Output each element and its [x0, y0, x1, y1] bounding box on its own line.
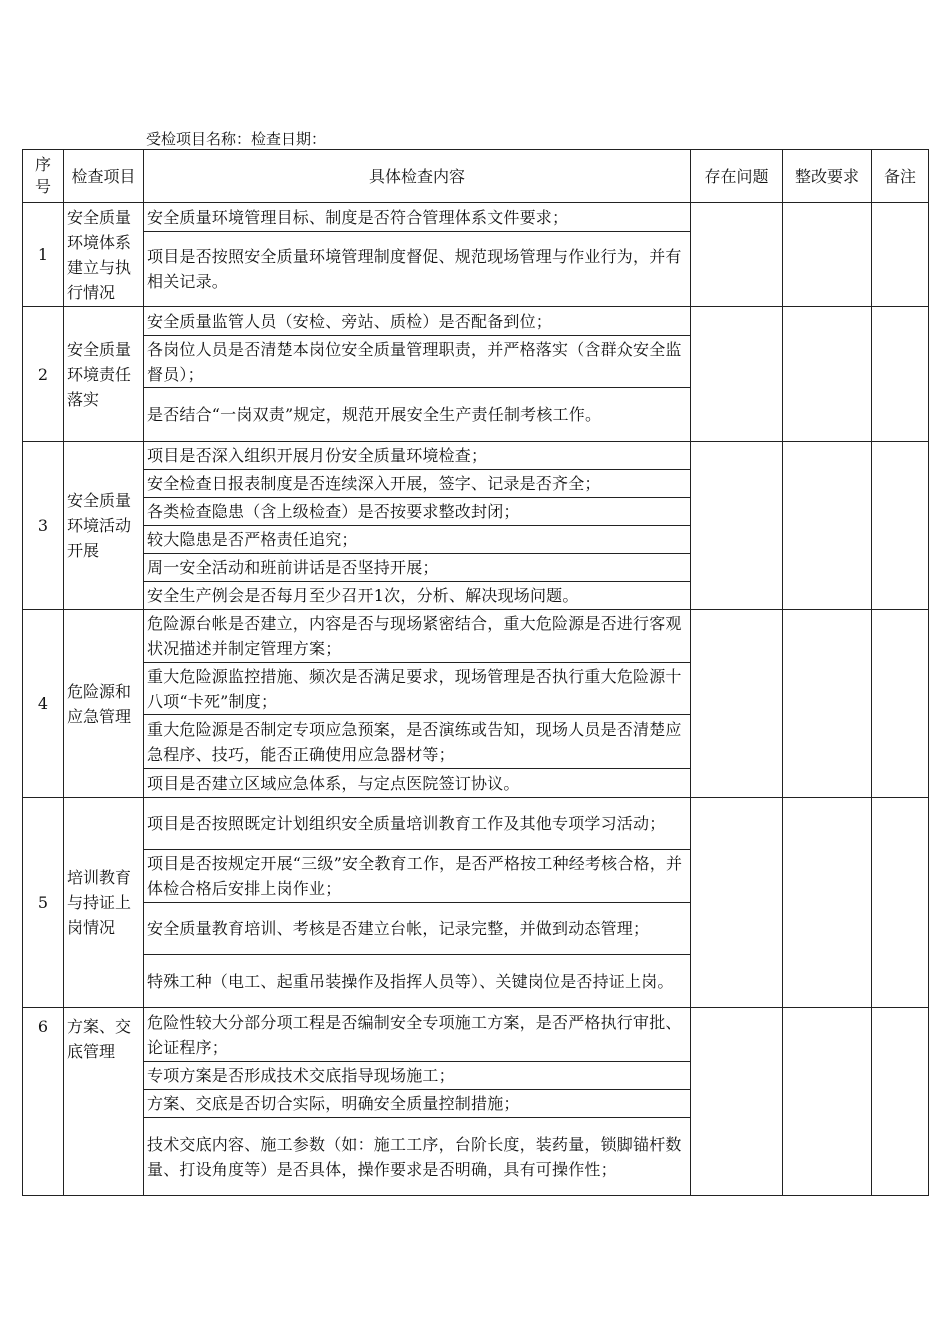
header-seq: 序 号 [23, 150, 64, 203]
form-caption: 受检项目名称：检查日期： [146, 130, 327, 148]
issues-cell[interactable] [691, 1008, 783, 1196]
table-row [23, 203, 929, 232]
inspection-table [22, 149, 929, 1196]
header-rectify: 整改要求 [783, 150, 872, 203]
rectify-cell[interactable] [783, 1008, 872, 1196]
section-item: 培训教育与持证上岗情况 [64, 798, 144, 1008]
header-issues: 存在问题 [691, 150, 783, 203]
issues-cell[interactable] [691, 442, 783, 610]
content-cell: 项目是否建立区域应急体系，与定点医院签订协议。 [144, 769, 691, 798]
content-cell: 项目是否按规定开展“三级”安全教育工作，是否严格按工种经考核合格，并体检合格后安排上岗作业； [144, 850, 691, 903]
content-cell: 危险性较大分部分项工程是否编制安全专项施工方案，是否严格执行审批、论证程序； [144, 1008, 691, 1062]
rectify-cell[interactable] [783, 798, 872, 1008]
header-remark: 备注 [872, 150, 929, 203]
table-row [23, 307, 929, 336]
content-cell: 方案、交底是否切合实际，明确安全质量控制措施； [144, 1090, 691, 1118]
rectify-cell[interactable] [783, 442, 872, 610]
section-seq: 5 [23, 798, 64, 1008]
rectify-cell[interactable] [783, 203, 872, 307]
content-cell: 安全质量监管人员（安检、旁站、质检）是否配备到位； [144, 307, 691, 336]
issues-cell[interactable] [691, 798, 783, 1008]
content-cell: 专项方案是否形成技术交底指导现场施工； [144, 1062, 691, 1090]
content-cell: 特殊工种（电工、起重吊装操作及指挥人员等）、关键岗位是否持证上岗。 [144, 955, 691, 1008]
content-cell: 项目是否按照既定计划组织安全质量培训教育工作及其他专项学习活动； [144, 798, 691, 850]
section-item: 安全质量环境体系建立与执行情况 [64, 203, 144, 307]
section-item: 安全质量环境活动开展 [64, 442, 144, 610]
issues-cell[interactable] [691, 610, 783, 798]
section-seq: 2 [23, 307, 64, 442]
section-seq: 1 [23, 203, 64, 307]
content-cell: 安全质量环境管理目标、制度是否符合管理体系文件要求； [144, 203, 691, 232]
content-cell: 安全质量教育培训、考核是否建立台帐，记录完整，并做到动态管理； [144, 903, 691, 955]
section-seq: 3 [23, 442, 64, 610]
content-cell: 技术交底内容、施工参数（如：施工工序，台阶长度，装药量，锁脚锚杆数量、打设角度等）是否具体，操作要求是否明确，具有可操作性； [144, 1118, 691, 1196]
table-row [23, 442, 929, 470]
header-content: 具体检查内容 [144, 150, 691, 203]
content-cell: 各岗位人员是否清楚本岗位安全质量管理职责，并严格落实（含群众安全监督员）； [144, 336, 691, 388]
content-cell: 重大危险源监控措施、频次是否满足要求，现场管理是否执行重大危险源十八项“卡死”制度； [144, 663, 691, 715]
header-row [23, 150, 929, 203]
header-item: 检查项目 [64, 150, 144, 203]
content-cell: 周一安全活动和班前讲话是否坚持开展； [144, 554, 691, 582]
table-row [23, 610, 929, 663]
content-cell: 重大危险源是否制定专项应急预案，是否演练或告知，现场人员是否清楚应急程序、技巧，能否正确使用应急器材等； [144, 715, 691, 769]
table-row [23, 1008, 929, 1062]
section-seq: 6 [23, 1008, 64, 1196]
content-cell: 危险源台帐是否建立，内容是否与现场紧密结合，重大危险源是否进行客观状况描述并制定管理方案； [144, 610, 691, 663]
remark-cell[interactable] [872, 203, 929, 307]
rectify-cell[interactable] [783, 307, 872, 442]
section-item: 危险源和应急管理 [64, 610, 144, 798]
content-cell: 安全检查日报表制度是否连续深入开展，签字、记录是否齐全； [144, 470, 691, 498]
remark-cell[interactable] [872, 1008, 929, 1196]
content-cell: 较大隐患是否严格责任追究； [144, 526, 691, 554]
content-cell: 项目是否按照安全质量环境管理制度督促、规范现场管理与作业行为，并有相关记录。 [144, 232, 691, 307]
issues-cell[interactable] [691, 203, 783, 307]
content-cell: 安全生产例会是否每月至少召开1次，分析、解决现场问题。 [144, 582, 691, 610]
section-item: 方案、交底管理 [64, 1008, 144, 1196]
remark-cell[interactable] [872, 798, 929, 1008]
remark-cell[interactable] [872, 307, 929, 442]
section-seq: 4 [23, 610, 64, 798]
remark-cell[interactable] [872, 610, 929, 798]
content-cell: 项目是否深入组织开展月份安全质量环境检查； [144, 442, 691, 470]
rectify-cell[interactable] [783, 610, 872, 798]
issues-cell[interactable] [691, 307, 783, 442]
content-cell: 各类检查隐患（含上级检查）是否按要求整改封闭； [144, 498, 691, 526]
remark-cell[interactable] [872, 442, 929, 610]
section-item: 安全质量环境责任落实 [64, 307, 144, 442]
table-row [23, 798, 929, 850]
content-cell: 是否结合“一岗双责”规定，规范开展安全生产责任制考核工作。 [144, 388, 691, 442]
